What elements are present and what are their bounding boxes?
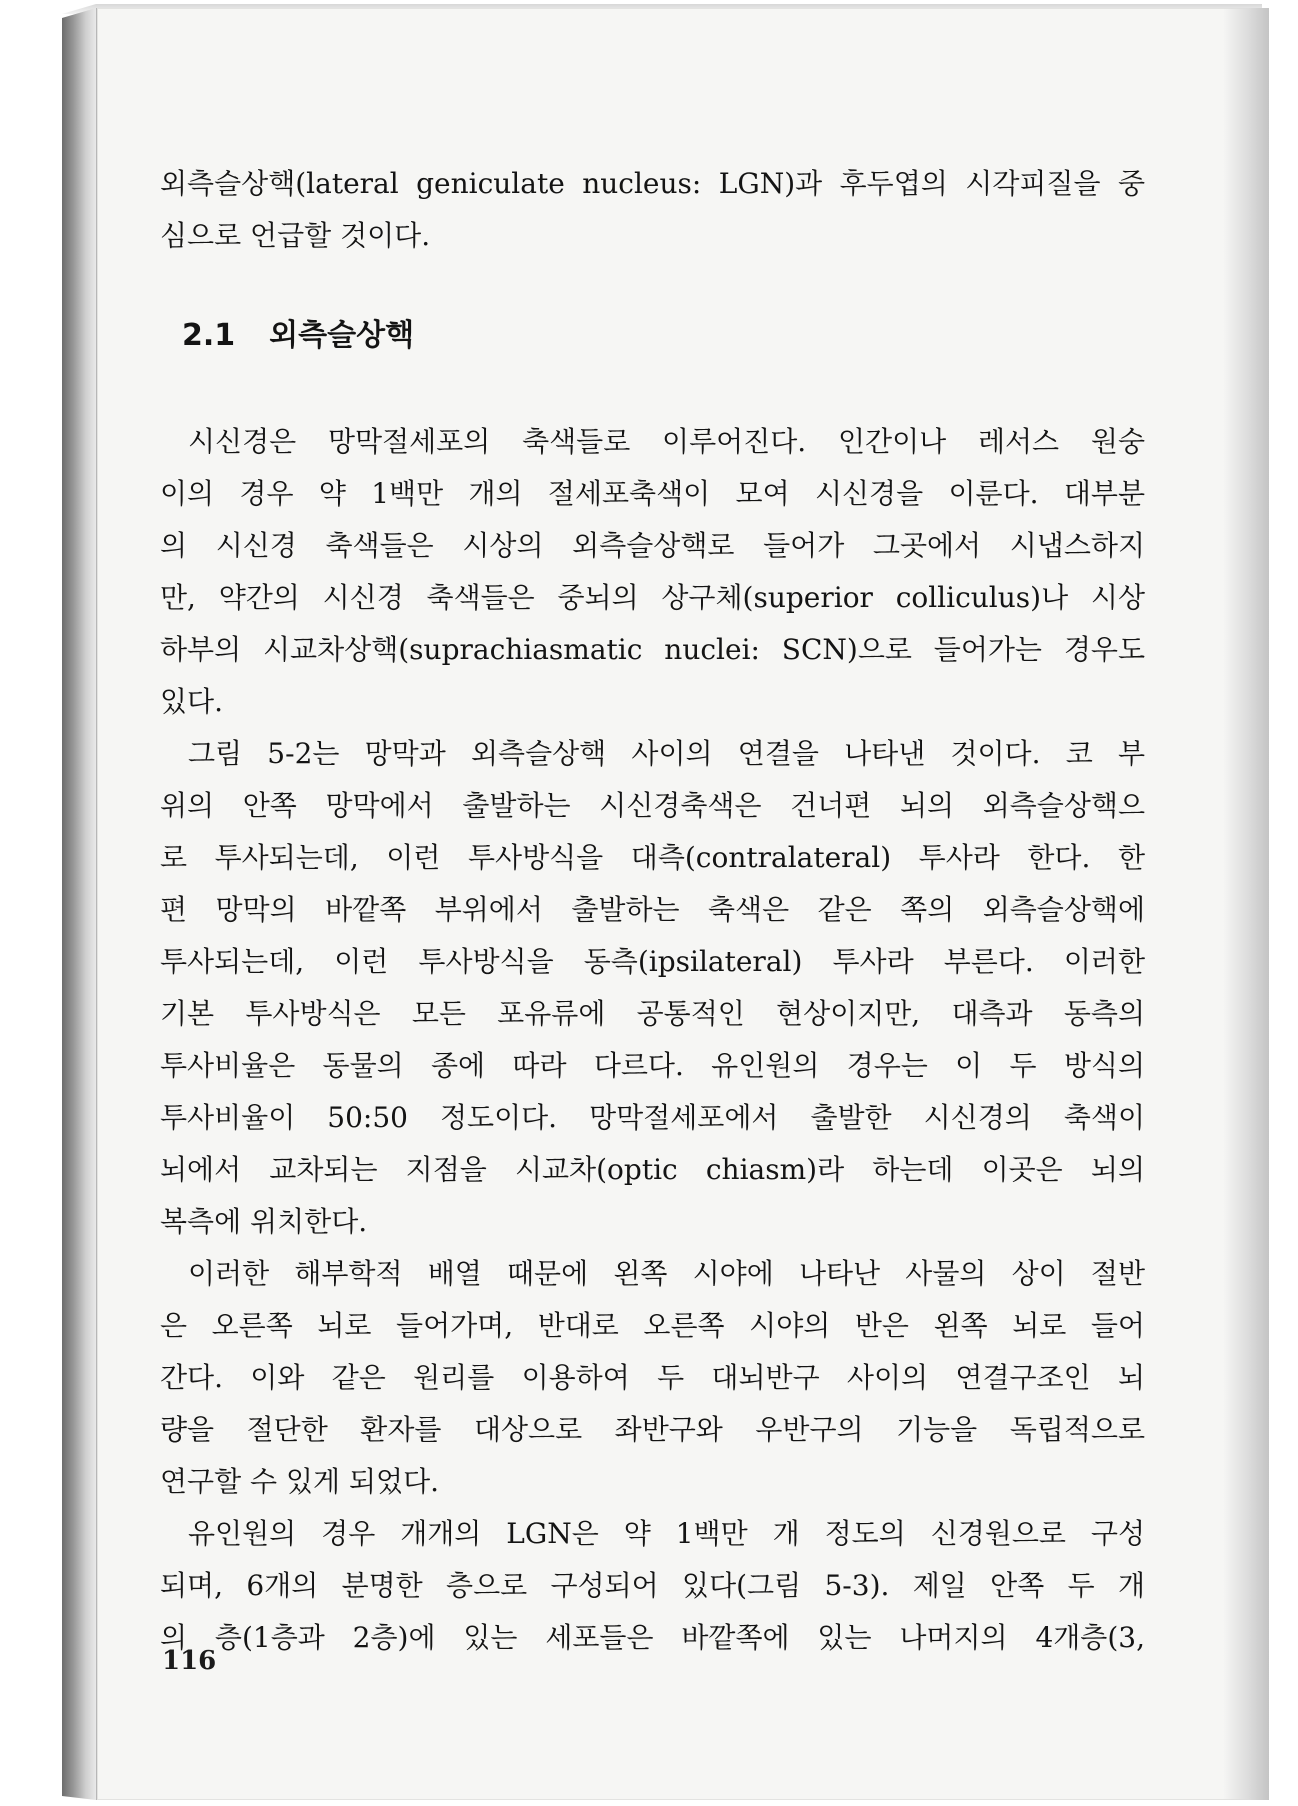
paragraph-line: 투사되는데, 이런 투사방식을 동측(ipsilateral) 투사라 부른다. 이러한 <box>160 945 1145 978</box>
paragraph-line: 이의 경우 약 1백만 개의 절세포축색이 모여 시신경을 이룬다. 대부분 <box>160 477 1145 510</box>
intro-text <box>160 158 1145 262</box>
paragraph-line: 위의 안쪽 망막에서 출발하는 시신경축색은 건너편 뇌의 외측슬상핵으 <box>160 789 1145 822</box>
paragraph-line: 의 층(1층과 2층)에 있는 세포들은 바깥쪽에 있는 나머지의 4개층(3, <box>160 1621 1145 1654</box>
paragraph-line: 연구할 수 있게 되었다. <box>160 1465 440 1498</box>
paragraph-line: 량을 절단한 환자를 대상으로 좌반구와 우반구의 기능을 독립적으로 <box>160 1413 1145 1446</box>
section-heading <box>160 310 1145 362</box>
paragraph <box>160 416 1145 728</box>
paragraph-line: 시신경은 망막절세포의 축색들로 이루어진다. 인간이나 레서스 원숭 <box>188 425 1145 458</box>
paragraph-line: 있다. <box>160 685 223 718</box>
paragraph <box>160 728 1145 1248</box>
paragraph-line: 유인원의 경우 개개의 LGN은 약 1백만 개 정도의 신경원으로 구성 <box>188 1517 1145 1550</box>
paragraph-line: 하부의 시교차상핵(suprachiasmatic nuclei: SCN)으로 들어가는 경우도 <box>160 633 1145 666</box>
paragraph-line: 복측에 위치한다. <box>160 1205 368 1238</box>
paragraph <box>160 1508 1145 1664</box>
intro-line: 외측슬상핵(lateral geniculate nucleus: LGN)과 후두엽의 시각피질을 중 <box>160 167 1145 200</box>
page-edge-shadow <box>1223 8 1269 1800</box>
paragraph-line: 뇌에서 교차되는 지점을 시교차(optic chiasm)라 하는데 이곳은 뇌의 <box>160 1153 1145 1186</box>
paragraph-line: 투사비율이 50:50 정도이다. 망막절세포에서 출발한 시신경의 축색이 <box>160 1101 1145 1134</box>
intro-line: 심으로 언급할 것이다. <box>160 219 431 252</box>
paragraph-line: 은 오른쪽 뇌로 들어가며, 반대로 오른쪽 시야의 반은 왼쪽 뇌로 들어 <box>160 1309 1145 1342</box>
section-number: 2.1 <box>182 318 236 353</box>
paragraph-line: 이러한 해부학적 배열 때문에 왼쪽 시야에 나타난 사물의 상이 절반 <box>188 1257 1145 1290</box>
paragraph-line: 로 투사되는데, 이런 투사방식을 대측(contralateral) 투사라 한다. 한 <box>160 841 1145 874</box>
section-title: 외측슬상핵 <box>269 318 415 353</box>
paragraph <box>160 1248 1145 1508</box>
book-spine-edge <box>62 8 96 1800</box>
paragraph-line: 되며, 6개의 분명한 층으로 구성되어 있다(그림 5-3). 제일 안쪽 두 개 <box>160 1569 1145 1602</box>
paragraph-line: 그림 5-2는 망막과 외측슬상핵 사이의 연결을 나타낸 것이다. 코 부 <box>188 737 1145 770</box>
paragraph-line: 만, 약간의 시신경 축색들은 중뇌의 상구체(superior colliculus)나 시상 <box>160 581 1145 614</box>
page-content <box>160 158 1145 1664</box>
paragraph-line: 간다. 이와 같은 원리를 이용하여 두 대뇌반구 사이의 연결구조인 뇌 <box>160 1361 1145 1394</box>
paragraph-line: 기본 투사방식은 모든 포유류에 공통적인 현상이지만, 대측과 동측의 <box>160 997 1145 1030</box>
paragraph-line: 의 시신경 축색들은 시상의 외측슬상핵로 들어가 그곳에서 시냅스하지 <box>160 529 1145 562</box>
page-number: 116 <box>162 1646 217 1676</box>
paragraph-line: 편 망막의 바깥쪽 부위에서 출발하는 축색은 같은 쪽의 외측슬상핵에 <box>160 893 1145 926</box>
paragraph-line: 투사비율은 동물의 종에 따라 다르다. 유인원의 경우는 이 두 방식의 <box>160 1049 1145 1082</box>
